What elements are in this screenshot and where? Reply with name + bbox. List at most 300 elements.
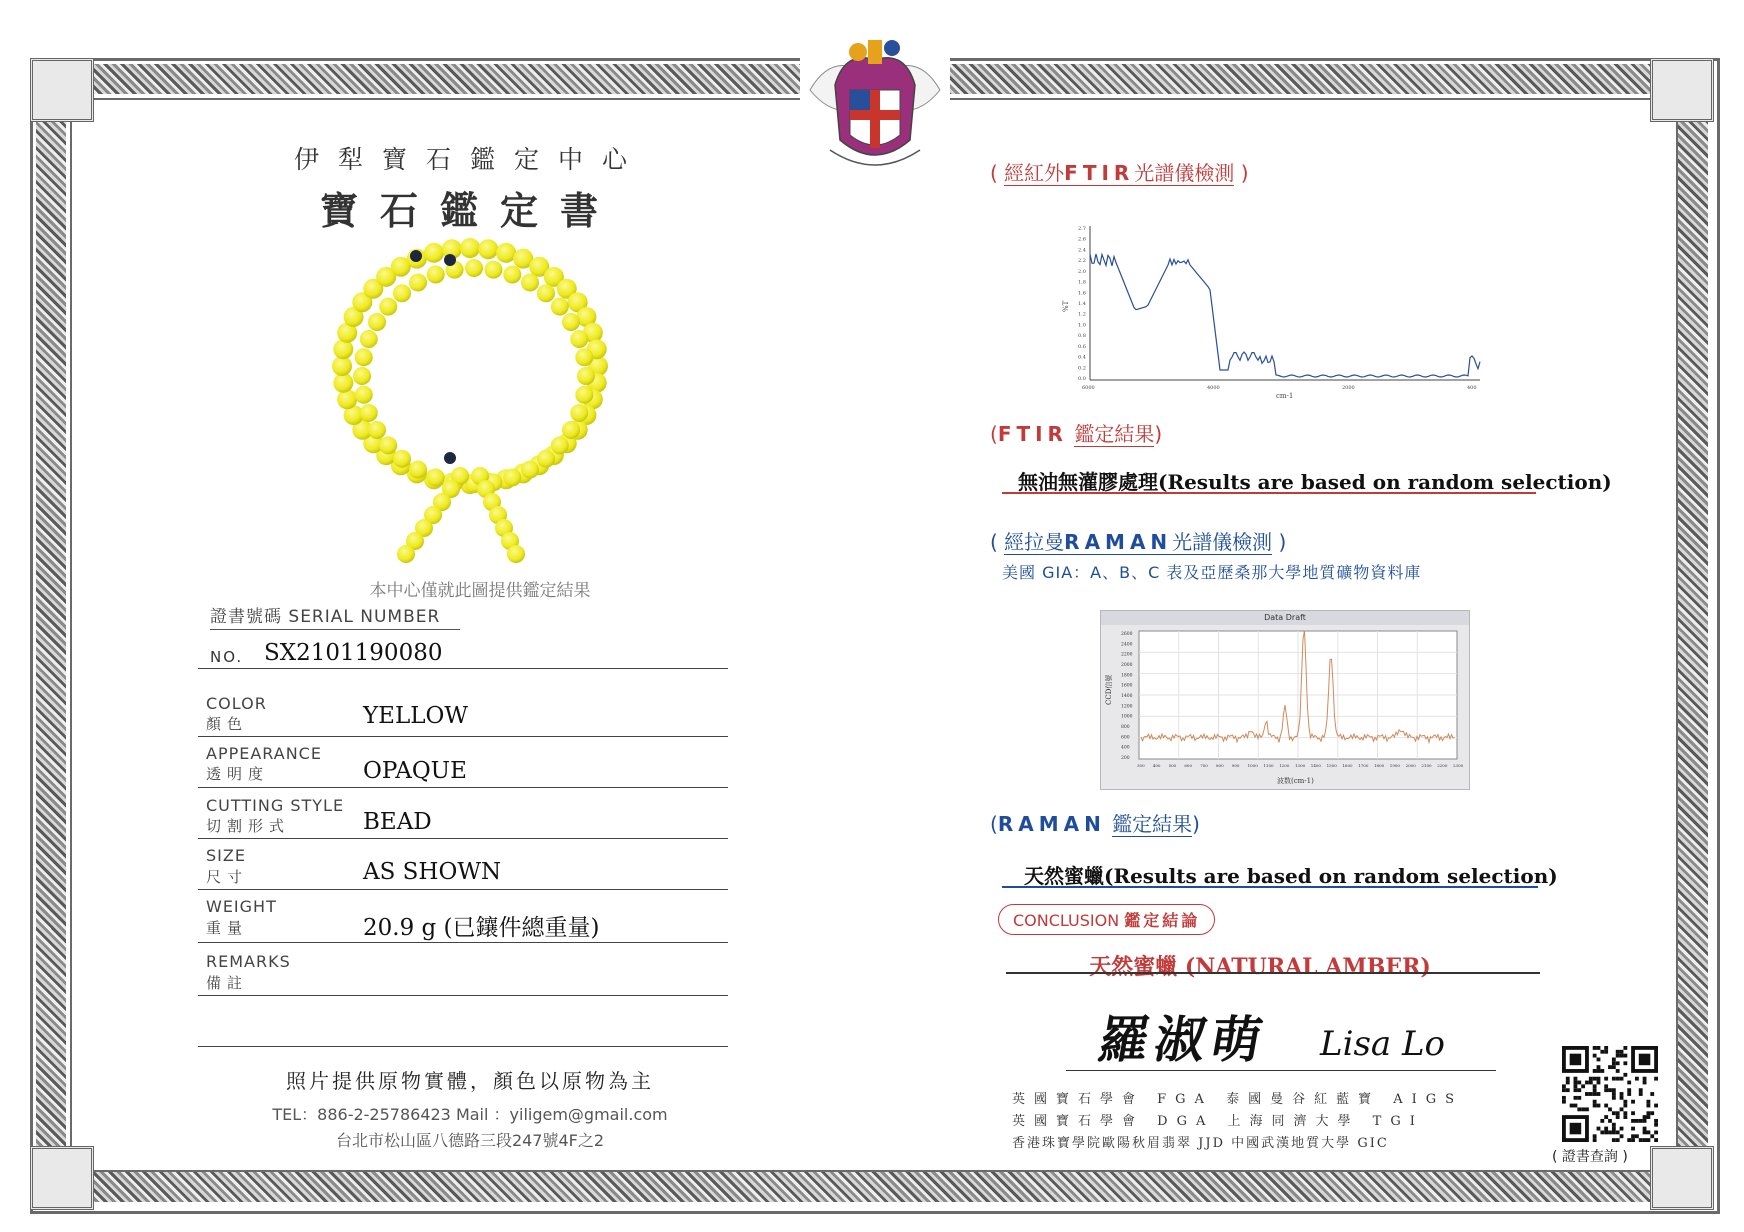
- qr-module: [1620, 1077, 1624, 1081]
- remarks-label: REMARKS: [206, 952, 291, 971]
- credential-org: 泰國曼谷紅藍寶: [1226, 1092, 1381, 1107]
- raman-ytick: 1400: [1121, 694, 1133, 699]
- amber-bead: [575, 386, 593, 404]
- raman-xtick: 400: [1152, 763, 1161, 768]
- raman-xtick: 1900: [1389, 763, 1400, 768]
- raman-test-heading: ( 經拉曼RAMAN光譜儀檢測 ): [990, 530, 1287, 554]
- qr-module: [1581, 1084, 1585, 1088]
- qr-module: [1585, 1107, 1589, 1111]
- qr-module: [1597, 1046, 1601, 1050]
- qr-module: [1597, 1058, 1601, 1062]
- ftir-result-title: 鑑定結果: [1074, 422, 1155, 446]
- amber-bead: [575, 348, 593, 366]
- raman-xtick: 2000: [1405, 763, 1416, 768]
- raman-xtick: 1100: [1263, 763, 1274, 768]
- qr-module: [1646, 1104, 1650, 1108]
- raman-xtick: 2200: [1437, 763, 1448, 768]
- amber-bead: [551, 436, 569, 454]
- qr-module: [1631, 1134, 1635, 1138]
- weight-label: WEIGHT: [206, 897, 277, 916]
- qr-module: [1623, 1104, 1627, 1108]
- contact-info: TEL：886-2-25786423 Mail ：yiligem@gmail.com: [272, 1105, 668, 1124]
- qr-module: [1593, 1046, 1597, 1050]
- photo-note: 照片提供原物實體，顏色以原物為主: [286, 1069, 654, 1093]
- credential-org: 英國寶石學會: [1012, 1092, 1145, 1107]
- raman-heading-post: 光譜儀檢測: [1172, 530, 1273, 554]
- qr-module: [1631, 1111, 1635, 1115]
- qr-module: [1623, 1115, 1627, 1119]
- raman-xtick: 300: [1137, 763, 1145, 768]
- qr-code-icon[interactable]: [1562, 1046, 1658, 1142]
- qr-module: [1654, 1138, 1658, 1142]
- center-name: 伊犁寶石鑑定中心: [293, 145, 646, 174]
- qr-finder: [1639, 1054, 1651, 1066]
- credential-row: [1012, 1088, 1463, 1107]
- amber-bead: [353, 367, 371, 385]
- qr-module: [1589, 1092, 1593, 1096]
- qr-module: [1597, 1081, 1601, 1085]
- border-corner-ornament: [1650, 1146, 1714, 1210]
- raman-result-em: RAMAN: [997, 812, 1106, 836]
- qr-module: [1600, 1119, 1604, 1123]
- qr-module: [1643, 1115, 1647, 1119]
- credential-code: JJD: [1198, 1136, 1226, 1151]
- qr-module: [1650, 1092, 1654, 1096]
- qr-module: [1646, 1138, 1650, 1142]
- raman-ytick: 400: [1121, 745, 1130, 751]
- qr-module: [1589, 1077, 1593, 1081]
- ftir-xtick: 2000: [1342, 385, 1355, 391]
- qr-module: [1593, 1100, 1597, 1104]
- amber-bead: [393, 450, 411, 468]
- field-divider: [198, 668, 728, 669]
- raman-result-value: 天然蜜蠟(Results are based on random selection): [1024, 864, 1558, 888]
- field-divider: [198, 889, 728, 890]
- qr-module: [1639, 1138, 1643, 1142]
- raman-xtick: 900: [1231, 763, 1240, 768]
- qr-module: [1581, 1107, 1585, 1111]
- qr-module: [1604, 1077, 1608, 1081]
- qr-module: [1600, 1069, 1604, 1073]
- qr-module: [1620, 1107, 1624, 1111]
- amber-bead: [424, 243, 444, 263]
- qr-module: [1612, 1130, 1616, 1134]
- qr-module: [1612, 1138, 1616, 1142]
- qr-module: [1608, 1107, 1612, 1111]
- qr-module: [1623, 1061, 1627, 1065]
- cutting-style-label: CUTTING STYLE: [206, 796, 345, 815]
- color-label-zh: 顏色: [206, 715, 249, 733]
- raman-ytick: 2400: [1121, 642, 1133, 648]
- qr-module: [1646, 1130, 1650, 1134]
- qr-module: [1643, 1081, 1647, 1085]
- qr-module: [1562, 1084, 1566, 1088]
- qr-module: [1643, 1138, 1647, 1142]
- qr-module: [1650, 1134, 1654, 1138]
- raman-xtick: 2100: [1421, 763, 1432, 768]
- qr-module: [1620, 1127, 1624, 1131]
- signature-line: [1066, 1070, 1496, 1071]
- amber-bead: [570, 330, 588, 348]
- raman-xtick: 700: [1200, 763, 1208, 768]
- amber-bead: [360, 330, 378, 348]
- qr-module: [1650, 1111, 1654, 1115]
- credential-row: [1012, 1132, 1389, 1151]
- qr-module: [1574, 1084, 1578, 1088]
- raman-ytick: 1200: [1121, 704, 1133, 710]
- ftir-ytick: 1.0: [1078, 322, 1086, 329]
- qr-module: [1597, 1065, 1601, 1069]
- raman-reference-database: 美國 GIA：A、B、C 表及亞歷桑那大學地質礦物資料庫: [1002, 563, 1422, 582]
- qr-module: [1612, 1096, 1616, 1100]
- dark-spacer-bead: [444, 254, 456, 266]
- qr-module: [1577, 1096, 1581, 1100]
- field-divider: [198, 736, 728, 737]
- qr-module: [1623, 1073, 1627, 1077]
- qr-module: [1616, 1130, 1620, 1134]
- qr-module: [1627, 1081, 1631, 1085]
- credential-org: 英國寶石學會: [1012, 1114, 1145, 1129]
- qr-module: [1608, 1065, 1612, 1069]
- qr-module: [1612, 1058, 1616, 1062]
- dark-spacer-bead: [410, 250, 422, 262]
- ftir-ytick: 0.6: [1078, 343, 1086, 350]
- raman-ytick: 800: [1121, 725, 1130, 730]
- border-corner-ornament: [30, 58, 94, 122]
- qr-module: [1597, 1127, 1601, 1131]
- qr-module: [1616, 1061, 1620, 1065]
- amber-bead: [465, 259, 483, 277]
- qr-module: [1593, 1092, 1597, 1096]
- field-divider: [198, 1046, 728, 1047]
- conclusion-value: 天然蜜蠟 (NATURAL AMBER): [1089, 954, 1431, 980]
- qr-module: [1643, 1077, 1647, 1081]
- qr-module: [1585, 1081, 1589, 1085]
- amber-bead: [368, 421, 386, 439]
- qr-module: [1627, 1138, 1631, 1142]
- qr-module: [1623, 1100, 1627, 1104]
- qr-module: [1616, 1111, 1620, 1115]
- ftir-ytick: 1.6: [1078, 290, 1086, 297]
- qr-module: [1616, 1115, 1620, 1119]
- qr-module: [1635, 1077, 1639, 1081]
- appearance-value: OPAQUE: [363, 758, 467, 784]
- ftir-test-heading: ( 經紅外FTIR光譜儀檢測 ): [990, 161, 1249, 185]
- qr-module: [1654, 1119, 1658, 1123]
- amber-bead: [427, 468, 445, 486]
- amber-bead: [355, 348, 373, 366]
- amber-bead: [503, 266, 521, 284]
- qr-module: [1600, 1050, 1604, 1054]
- qr-module: [1612, 1111, 1616, 1115]
- ftir-ytick: 0.2: [1078, 365, 1086, 372]
- conclusion-label: [998, 904, 1215, 935]
- qr-module: [1639, 1119, 1643, 1123]
- color-label: COLOR: [206, 694, 267, 713]
- qr-module: [1616, 1050, 1620, 1054]
- amber-bead: [537, 450, 555, 468]
- amber-bead: [496, 243, 516, 263]
- ftir-result-heading: (FTIR 鑑定結果): [990, 422, 1163, 446]
- ftir-ylabel: %T: [1062, 300, 1070, 312]
- qr-module: [1612, 1092, 1616, 1096]
- qr-module: [1585, 1092, 1589, 1096]
- raman-xtick: 600: [1184, 763, 1193, 768]
- raman-xtick: 800: [1216, 763, 1224, 768]
- size-value: AS SHOWN: [363, 859, 502, 885]
- raman-xtick: 500: [1168, 763, 1177, 768]
- signature-chinese: 羅淑萌: [1094, 1010, 1273, 1069]
- qr-module: [1604, 1046, 1608, 1050]
- qr-module: [1604, 1115, 1608, 1119]
- raman-result-title: 鑑定結果: [1112, 812, 1193, 836]
- serial-number-value: SX2101190080: [264, 640, 443, 666]
- qr-module: [1593, 1077, 1597, 1081]
- ftir-xlabel: cm-1: [1276, 392, 1294, 400]
- amber-bead: [551, 298, 569, 316]
- raman-ytick: 600: [1121, 735, 1130, 741]
- qr-module: [1562, 1088, 1566, 1092]
- qr-module: [1577, 1107, 1581, 1111]
- amber-bead: [409, 273, 427, 291]
- qr-module: [1604, 1104, 1608, 1108]
- ftir-ytick: 0.8: [1078, 333, 1086, 340]
- field-divider: [198, 995, 728, 996]
- qr-module: [1562, 1100, 1566, 1104]
- field-divider: [198, 942, 728, 943]
- credential-code: TGI: [1372, 1114, 1424, 1129]
- signature-latin: Lisa Lo: [1320, 1024, 1446, 1064]
- qr-module: [1593, 1084, 1597, 1088]
- qr-module: [1620, 1134, 1624, 1138]
- border-corner-ornament: [30, 1146, 94, 1210]
- qr-module: [1623, 1111, 1627, 1115]
- raman-ytick: 1000: [1121, 714, 1133, 720]
- raman-result-underline: [1002, 886, 1538, 888]
- credential-code: DGA: [1157, 1114, 1215, 1129]
- raman-heading-pre: 經拉曼: [1004, 530, 1065, 554]
- qr-module: [1604, 1088, 1608, 1092]
- raman-xtick: 1000: [1247, 763, 1258, 768]
- qr-module: [1566, 1077, 1570, 1081]
- qr-module: [1639, 1092, 1643, 1096]
- qr-module: [1612, 1123, 1616, 1127]
- raman-ytick: 1800: [1121, 673, 1133, 679]
- amber-bead: [562, 421, 580, 439]
- weight-label-zh: 重量: [206, 919, 249, 937]
- raman-xtick: 1500: [1326, 763, 1337, 768]
- certificate-title: 寶石鑑定書: [319, 189, 620, 233]
- qr-module: [1612, 1065, 1616, 1069]
- qr-module: [1589, 1081, 1593, 1085]
- credential-org: 中國武漢地質大學: [1231, 1136, 1352, 1151]
- qr-module: [1631, 1119, 1635, 1123]
- amber-bead: [393, 284, 411, 302]
- qr-module: [1574, 1096, 1578, 1100]
- qr-module: [1654, 1104, 1658, 1108]
- dark-spacer-bead: [444, 452, 456, 464]
- ftir-ytick: 1.8: [1078, 279, 1086, 286]
- ftir-result-underline: [1002, 492, 1536, 494]
- qr-module: [1639, 1088, 1643, 1092]
- qr-module: [1566, 1088, 1570, 1092]
- amber-bead: [577, 367, 595, 385]
- credential-row: [1012, 1110, 1424, 1129]
- raman-xtick: 1800: [1374, 763, 1385, 768]
- field-divider: [198, 787, 728, 788]
- qr-module: [1604, 1130, 1608, 1134]
- credential-org: 香港珠寶學院歐陽秋眉翡翠: [1012, 1136, 1193, 1151]
- serial-number-label: 證書號碼 SERIAL NUMBER: [210, 602, 460, 630]
- qr-finder: [1570, 1123, 1582, 1135]
- ftir-ytick: 2.4: [1078, 247, 1086, 254]
- raman-xtick: 1400: [1310, 763, 1321, 768]
- qr-module: [1616, 1077, 1620, 1081]
- qr-module: [1616, 1054, 1620, 1058]
- qr-module: [1574, 1104, 1578, 1108]
- ftir-ytick: 1.2: [1078, 311, 1086, 318]
- amber-bead: [379, 298, 397, 316]
- amber-bead: [360, 404, 378, 422]
- qr-module: [1643, 1127, 1647, 1131]
- qr-module: [1635, 1119, 1639, 1123]
- ftir-spectrum-chart: [1060, 220, 1490, 400]
- raman-xtick: 1700: [1358, 763, 1369, 768]
- qr-module: [1593, 1104, 1597, 1108]
- amber-bead: [562, 313, 580, 331]
- amber-bead: [478, 239, 498, 259]
- qr-module: [1612, 1127, 1616, 1131]
- credential-code: AIGS: [1393, 1092, 1464, 1107]
- qr-module: [1620, 1096, 1624, 1100]
- amber-bead: [368, 313, 386, 331]
- qr-finder: [1570, 1054, 1582, 1066]
- ftir-ytick: 2.7: [1078, 226, 1086, 232]
- qr-module: [1616, 1138, 1620, 1142]
- amber-bead: [521, 461, 539, 479]
- qr-module: [1593, 1134, 1597, 1138]
- amber-bead: [484, 261, 502, 279]
- ftir-xtick: 400: [1467, 385, 1477, 391]
- cutting-style-label-zh: 切割形式: [206, 817, 291, 835]
- qr-module: [1597, 1092, 1601, 1096]
- ftir-heading-post: 光譜儀檢測: [1134, 161, 1235, 185]
- conclusion-label-zh: 鑑定結論: [1124, 911, 1201, 930]
- raman-ytick: 2600: [1121, 632, 1133, 637]
- ftir-ytick: 1.4: [1078, 301, 1086, 307]
- qr-module: [1654, 1123, 1658, 1127]
- amber-bead: [503, 468, 521, 486]
- qr-module: [1604, 1127, 1608, 1131]
- raman-heading-em: RAMAN: [1064, 530, 1173, 554]
- qr-module: [1623, 1054, 1627, 1058]
- qr-module: [1646, 1115, 1650, 1119]
- raman-xtick: 1600: [1342, 763, 1353, 768]
- raman-ytick: 1600: [1121, 683, 1133, 689]
- certificate-lookup-label: ( 證書查詢 ): [1552, 1149, 1628, 1165]
- qr-module: [1620, 1050, 1624, 1054]
- qr-module: [1597, 1077, 1601, 1081]
- qr-module: [1574, 1077, 1578, 1081]
- ftir-heading-pre: 經紅外: [1004, 161, 1065, 185]
- qr-module: [1631, 1100, 1635, 1104]
- ftir-result-value: 無油無灌膠處理(Results are based on random selection): [1018, 470, 1612, 494]
- qr-module: [1608, 1130, 1612, 1134]
- size-label: SIZE: [206, 846, 246, 865]
- amber-bead: [427, 266, 445, 284]
- raman-xtick: 1200: [1279, 763, 1290, 768]
- ftir-ytick: 2.0: [1078, 268, 1086, 275]
- amber-bead: [507, 545, 525, 563]
- ftir-xtick: 4000: [1207, 385, 1220, 391]
- raman-chart-window: [1100, 610, 1470, 790]
- raman-chart-title: Data Draft: [1101, 611, 1469, 625]
- conclusion-underline: [1006, 972, 1540, 974]
- raman-xlabel: 波数(cm-1): [1277, 777, 1314, 785]
- address: 台北市松山區八德路三段247號4F之2: [335, 1131, 605, 1150]
- qr-module: [1646, 1100, 1650, 1104]
- qr-module: [1574, 1081, 1578, 1085]
- qr-module: [1593, 1138, 1597, 1142]
- raman-ytick: 200: [1121, 756, 1130, 761]
- raman-ytick: 2200: [1121, 652, 1133, 658]
- ftir-ytick: 2.2: [1078, 258, 1086, 265]
- qr-module: [1616, 1069, 1620, 1073]
- credential-code: FGA: [1157, 1092, 1213, 1107]
- cutting-style-value: BEAD: [363, 809, 432, 835]
- qr-module: [1612, 1077, 1616, 1081]
- amber-bead: [537, 284, 555, 302]
- amber-bead: [570, 404, 588, 422]
- remarks-label-zh: 備註: [206, 974, 249, 992]
- amber-necklace-photo: [320, 236, 620, 576]
- qr-module: [1597, 1104, 1601, 1108]
- raman-ytick: 2000: [1121, 663, 1133, 668]
- crest-emblem-icon: [800, 30, 950, 190]
- qr-module: [1643, 1130, 1647, 1134]
- qr-module: [1566, 1081, 1570, 1085]
- size-label-zh: 尺寸: [206, 868, 249, 886]
- photo-caption: 本中心僅就此圖提供鑑定結果: [369, 581, 591, 601]
- ftir-ytick: 0.4: [1078, 354, 1086, 361]
- qr-module: [1627, 1088, 1631, 1092]
- qr-module: [1627, 1092, 1631, 1096]
- serial-no-label: NO.: [210, 648, 244, 666]
- qr-module: [1620, 1054, 1624, 1058]
- border-corner-ornament: [1650, 58, 1714, 122]
- ftir-ytick: 2.6: [1078, 236, 1086, 243]
- field-divider: [198, 838, 728, 839]
- appearance-label: APPEARANCE: [206, 744, 322, 763]
- ftir-result-em: FTIR: [997, 422, 1068, 446]
- qr-module: [1623, 1046, 1627, 1050]
- qr-module: [1635, 1134, 1639, 1138]
- qr-module: [1608, 1119, 1612, 1123]
- qr-module: [1577, 1081, 1581, 1085]
- qr-module: [1600, 1130, 1604, 1134]
- amber-bead: [379, 436, 397, 454]
- ftir-heading-em: FTIR: [1064, 161, 1135, 185]
- qr-module: [1577, 1088, 1581, 1092]
- amber-bead: [521, 273, 539, 291]
- raman-result-heading: (RAMAN 鑑定結果): [990, 812, 1200, 836]
- raman-ylabel: CCD信號: [1105, 674, 1113, 705]
- raman-xtick: 1300: [1295, 763, 1306, 768]
- qr-module: [1597, 1069, 1601, 1073]
- qr-module: [1620, 1092, 1624, 1096]
- ftir-xtick: 6000: [1082, 385, 1095, 391]
- qr-module: [1593, 1088, 1597, 1092]
